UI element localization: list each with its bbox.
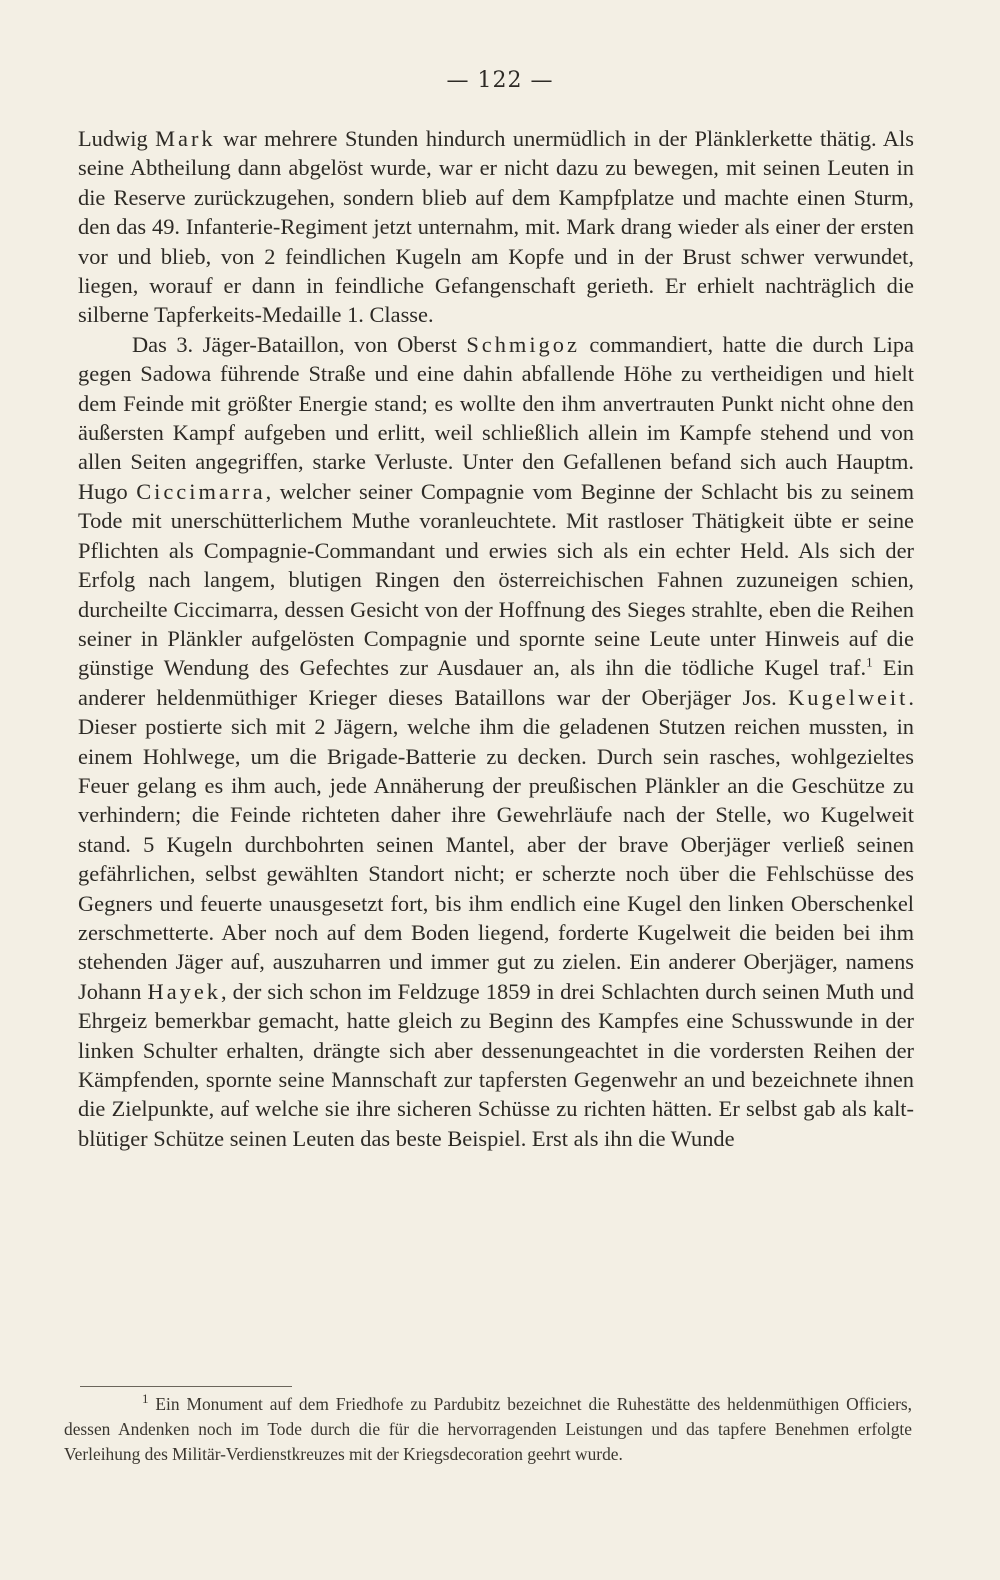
text-run: commandiert, hatte die durch Lipa gegen Sadowa führende Straße und eine dahin abfallende Höhe zu vertheidigen und hielt dem Feinde mit größter Energie stand; es wollte den ihm anvertrauten Punkt nicht ohne den äußersten Kampf aufgeben und erlitt, weil schließlich allein im Kampfe stehend und von allen Seiten angegriffen, starke Verluste. Unter den Gefallenen befand sich auch Hauptm. Hugo [78,331,914,504]
page-number: — 122 — [446,68,554,93]
footnote-marker: 1 [142,1391,149,1407]
name-kugelweit: Kugelweit [788,684,909,710]
paragraph-1 [78,124,914,330]
text-run: Das 3. Jäger-Bataillon, von Oberst [132,331,467,357]
footnote [64,1392,912,1467]
footnote-text: Ein Monument auf dem Friedhofe zu Pardubitz bezeichnet die Ruhestätte des heldenmüthigen Officiers, dessen Andenken noch im Tode durch die für die hervorragenden Leistungen und das tapfere Benehmen erfolgte Verleihung des Militär-Verdienstkreuzes mit der Kriegsdecoration geehrt wurde. [64,1394,912,1464]
text-run: , welcher seiner Compagnie vom Beginne der Schlacht bis zu seinem Tode mit unerschütterlichem Muthe voranleuchtete. Mit rastloser Thätigkeit übte er seine Pflichten als Compagnie-Commandant und erwies sich als ein echter Held. Als sich der Erfolg nach langem, blutigen Ringen den österreichischen Fahnen zuzuneigen schien, durcheilte Ciccimarra, dessen Gesicht von der Hoffnung des Sieges strahlte, eben die Reihen seiner in Plänkler aufgelösten Compagnie und spornte seine Leute unter Hinweis auf die günstige Wendung des Gefechtes zur Ausdauer an, als ihn die tödliche Kugel traf. [78,478,914,681]
body-text [78,124,914,1153]
text-run: . Dieser postierte sich mit 2 Jägern, welche ihm die geladenen Stutzen reichen mussten, in einem Hohlwege, um die Brigade-Batterie zu decken. Durch sein rasches, wohlgezieltes Feuer gelang es ihm auch, jede Annäherung der preußischen Plänkler an die Geschütze zu verhindern; die Feinde richteten daher ihre Gewehrläufe nach der Stelle, wo Kugelweit stand. 5 Kugeln durchbohrten seinen Mantel, aber der brave Oberjäger verließ seinen gefährlichen, selbst gewählten Standort nicht; er scherzte noch über die Fehlschüsse des Gegners und feuerte unausgesetzt fort, bis ihm endlich eine Kugel den linken Oberschenkel zerschmetterte. Aber noch auf dem Boden liegend, forderte Kugelweit die beiden bei ihm stehenden Jäger auf, auszuharren und immer gut zu zielen. Ein anderer Oberjäger, namens Johann [78,684,914,1004]
text-run: Ein anderer heldenmüthiger Krieger dieses Bataillons war der Oberjäger Jos. [78,655,914,710]
text-run: war mehrere Stunden hindurch unermüdlich in der Plänklerkette thätig. Als seine Abtheilung dann abgelöst wurde, war er nicht dazu zu bewegen, mit seinen Leuten in die Reserve zurückzugehen, sondern blieb auf dem Kampfplatze und machte einen Sturm, den das 49. Infanterie-Regiment jetzt unternahm, mit. Mark drang wieder als einer der ersten vor und blieb, von 2 feindlichen Kugeln am Kopfe und in der Brust schwer verwundet, liegen, worauf er dann in feindliche Gefangenschaft gerieth. Er erhielt nachträglich die silberne Tapferkeits-Medaille 1. Classe. [78,126,914,328]
name-schmigoz: Schmigoz [466,331,580,357]
text-run: , der sich schon im Feldzuge 1859 in drei Schlachten durch seinen Muth und Ehrgeiz bemerkbar gemacht, hatte gleich zu Beginn des Kampfes eine Schusswunde in der linken Schulter erhalten, drängte sich aber dessenungeachtet in die vordersten Reihen der Kämpfenden, spornte seine Mannschaft zur tapfersten Gegenwehr an und bezeichnete ihnen die Zielpunkte, auf welche sie ihre sicheren Schüsse zu richten hätten. Er selbst gab als kaltblütiger Schütze seinen Leuten das beste Beispiel. Erst als ihn die Wunde [78,978,914,1151]
footnote-reference[interactable]: 1 [866,654,873,670]
name-hayek: Hayek [147,978,221,1004]
paragraph-2 [78,330,914,1153]
name-mark: Mark [155,126,216,151]
name-ciccimarra: Ciccimarra [136,478,266,504]
footnote-divider [80,1386,292,1387]
text-run: Ludwig [78,126,156,151]
